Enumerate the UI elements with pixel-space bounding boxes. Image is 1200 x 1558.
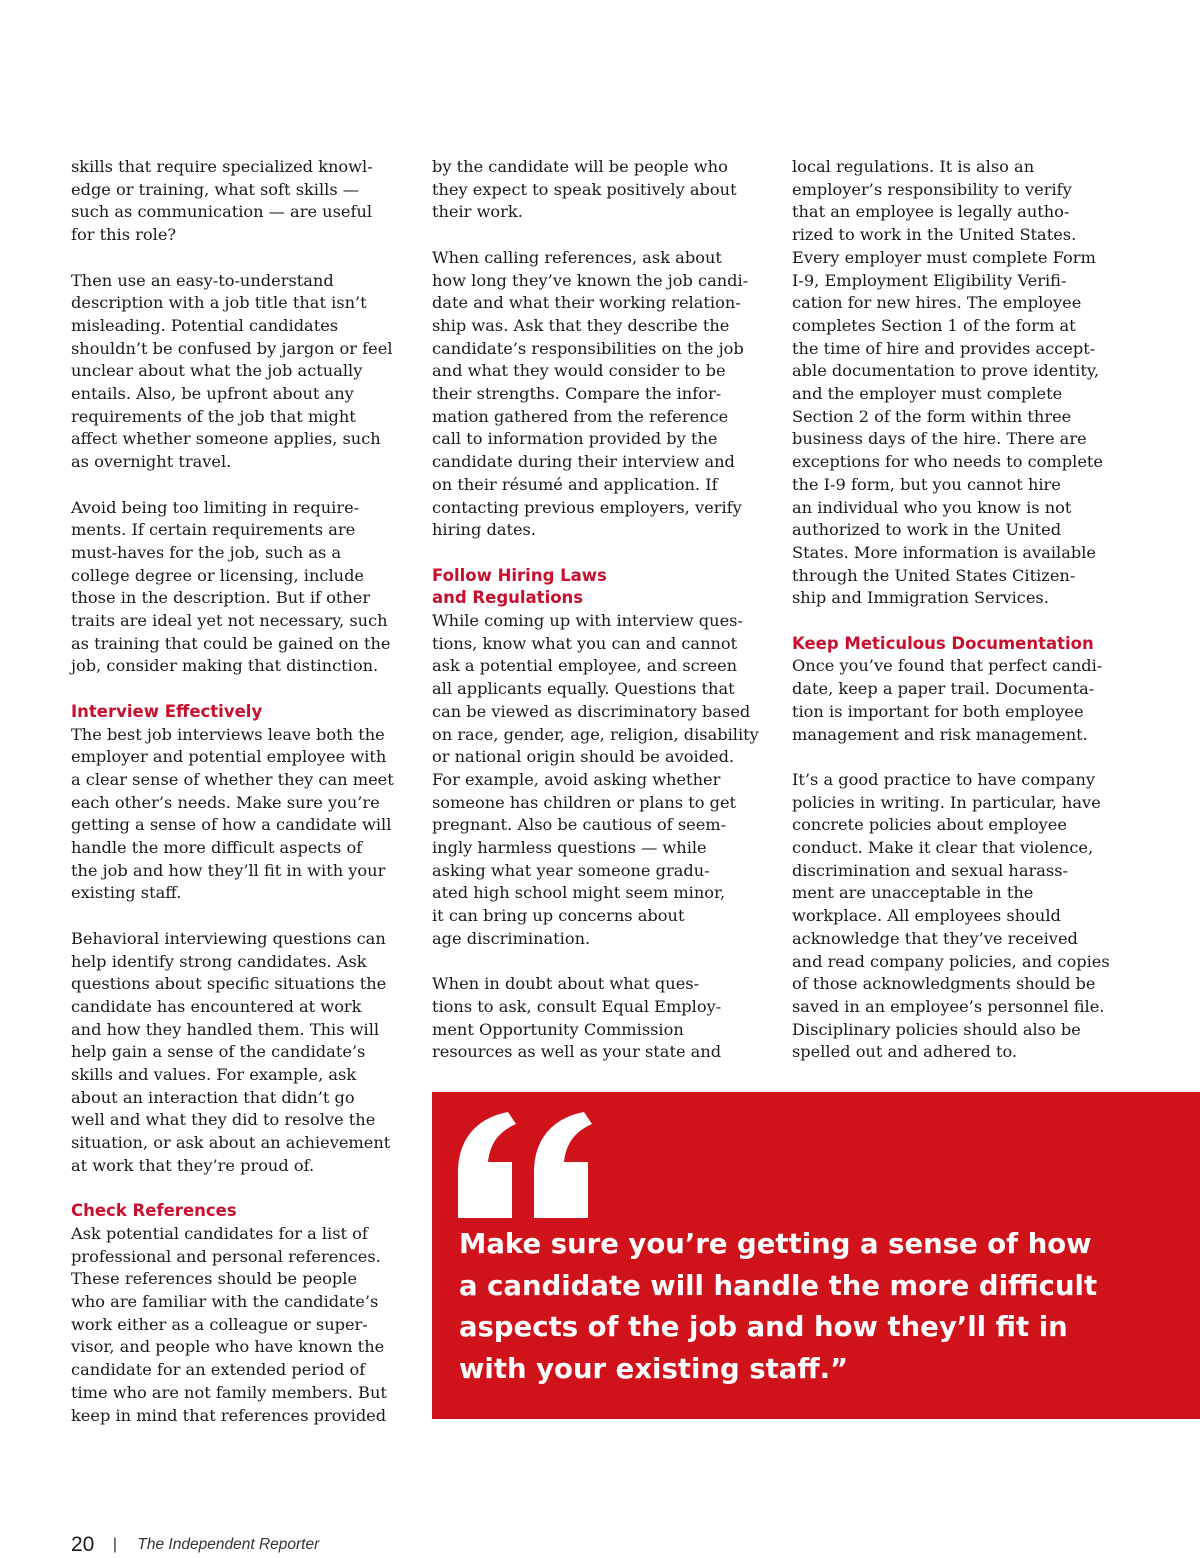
article-column-2	[432, 156, 777, 1064]
text-line: completes Section 1 of the form at	[792, 315, 1076, 335]
section-heading: Follow Hiring Laws	[432, 565, 607, 585]
text-line: well and what they did to resolve the	[71, 1110, 376, 1130]
text-line: visor, and people who have known the	[71, 1337, 385, 1357]
text-line: those in the description. But if other	[71, 588, 371, 608]
text-line: they expect to speak positively about	[432, 179, 737, 199]
text-line: conduct. Make it clear that violence,	[792, 838, 1094, 858]
text-line: help gain a sense of the candidate’s	[71, 1042, 366, 1062]
text-line: work either as a colleague or super-	[71, 1314, 368, 1334]
text-line: and what they would consider to be	[432, 361, 726, 381]
paragraph-gap	[432, 224, 777, 247]
text-line: employer and potential employee with	[71, 747, 387, 767]
pull-quote-line: Make sure you’re getting a sense of how	[459, 1228, 1092, 1260]
paragraph-gap	[792, 746, 1132, 769]
text-line: a clear sense of whether they can meet	[71, 769, 394, 789]
text-line: the I-9 form, but you cannot hire	[792, 474, 1061, 494]
text-line: When in doubt about what ques-	[432, 974, 700, 994]
publication-name: The Independent Reporter	[137, 1536, 320, 1553]
text-line: It’s a good practice to have company	[792, 769, 1096, 789]
text-line: ingly harmless questions — while	[432, 838, 707, 858]
paragraph-gap	[432, 951, 777, 974]
paragraph-gap	[71, 905, 416, 928]
text-line: ship and Immigration Services.	[792, 588, 1049, 608]
text-line: and read company policies, and copies	[792, 951, 1110, 971]
text-line: able documentation to prove identity,	[792, 361, 1100, 381]
text-line: Behavioral interviewing questions can	[71, 928, 386, 948]
paragraph-gap	[792, 610, 1132, 633]
text-line: such as communication — are useful	[71, 202, 373, 222]
pull-quote-line: with your existing staff.”	[459, 1353, 849, 1386]
text-line: The best job interviews leave both the	[71, 724, 385, 744]
text-line: their strengths. Compare the infor-	[432, 384, 722, 404]
paragraph-gap	[71, 1178, 416, 1201]
text-line: the job and how they’ll fit in with your	[71, 860, 386, 880]
text-line: Disciplinary policies should also be	[792, 1019, 1081, 1039]
text-line: hiring dates.	[432, 520, 537, 540]
page-number: 20	[71, 1533, 95, 1556]
text-line: or national origin should be avoided.	[432, 747, 735, 767]
text-line: spelled out and adhered to.	[792, 1042, 1018, 1062]
paragraph-gap	[71, 678, 416, 701]
text-line: While coming up with interview ques-	[432, 611, 743, 631]
pull-quote-text	[459, 1224, 1179, 1391]
text-line: date, keep a paper trail. Documenta-	[792, 679, 1095, 699]
paragraph-gap	[432, 542, 777, 565]
text-line: ship was. Ask that they describe the	[432, 315, 730, 335]
text-line: college degree or licensing, include	[71, 565, 365, 585]
text-line: it can bring up concerns about	[432, 906, 685, 926]
text-line: ments. If certain requirements are	[71, 520, 356, 540]
text-line: the time of hire and provides accept-	[792, 338, 1096, 358]
text-line: of those acknowledgments should be	[792, 974, 1096, 994]
text-line: candidate for an extended period of	[71, 1360, 366, 1380]
text-line: resources as well as your state and	[432, 1042, 722, 1062]
text-line: who are familiar with the candidate’s	[71, 1292, 379, 1312]
text-line: authorized to work in the United	[792, 520, 1062, 540]
text-line: traits are ideal yet not necessary, such	[71, 611, 388, 631]
text-line: as overnight travel.	[71, 452, 232, 472]
section-heading: Keep Meticulous Documentation	[792, 633, 1094, 653]
text-line: unclear about what the job actually	[71, 361, 363, 381]
text-line: all applicants equally. Questions that	[432, 679, 735, 699]
text-line: requirements of the job that might	[71, 406, 356, 426]
text-line: Section 2 of the form within three	[792, 406, 1072, 426]
text-line: candidate’s responsibilities on the job	[432, 338, 744, 358]
text-line: can be viewed as discriminatory based	[432, 701, 751, 721]
text-line: by the candidate will be people who	[432, 157, 728, 176]
text-line: employer’s responsibility to verify	[792, 179, 1072, 199]
text-line: ask a potential employee, and screen	[432, 656, 738, 676]
text-line: tion is important for both employee	[792, 701, 1084, 721]
article-column-1	[71, 156, 416, 1427]
page-footer	[71, 1533, 319, 1557]
text-line: as training that could be gained on the	[71, 633, 391, 653]
text-line: call to information provided by the	[432, 429, 718, 449]
text-line: mation gathered from the reference	[432, 406, 729, 426]
text-line: date and what their working relation-	[432, 293, 741, 313]
text-line: cation for new hires. The employee	[792, 293, 1082, 313]
pull-quote-line: aspects of the job and how they’ll fit in	[459, 1311, 1068, 1344]
text-line: entails. Also, be upfront about any	[71, 384, 354, 404]
text-line: through the United States Citizen-	[792, 565, 1076, 585]
text-line: for this role?	[71, 225, 177, 245]
text-line: must-haves for the job, such as a	[71, 542, 342, 562]
text-line: acknowledge that they’ve received	[792, 928, 1078, 948]
text-line: their work.	[432, 202, 523, 222]
text-line: keep in mind that references provided	[71, 1405, 387, 1425]
text-line: misleading. Potential candidates	[71, 315, 339, 335]
text-line: handle the more difficult aspects of	[71, 838, 363, 858]
text-line: affect whether someone applies, such	[71, 429, 381, 449]
section-heading: Interview Effectively	[71, 701, 263, 721]
text-line: ment are unacceptable in the	[792, 883, 1034, 903]
text-line: skills and values. For example, ask	[71, 1065, 357, 1085]
text-line: age discrimination.	[432, 928, 591, 948]
text-line: tions to ask, consult Equal Employ-	[432, 996, 722, 1016]
text-line: Once you’ve found that perfect candi-	[792, 656, 1103, 676]
text-line: local regulations. It is also an	[792, 157, 1035, 176]
text-line: These references should be people	[71, 1269, 358, 1289]
text-line: and how they handled them. This will	[71, 1019, 380, 1039]
text-line: States. More information is available	[792, 542, 1096, 562]
text-line: existing staff.	[71, 883, 182, 903]
text-line: exceptions for who needs to complete	[792, 452, 1103, 472]
text-line: on race, gender, age, religion, disability	[432, 724, 759, 744]
section-heading: Check References	[71, 1201, 237, 1221]
text-line: job, consider making that distinction.	[71, 656, 379, 676]
text-line: help identify strong candidates. Ask	[71, 951, 367, 971]
text-line: about an interaction that didn’t go	[71, 1087, 355, 1107]
text-line: ated high school might seem minor,	[432, 883, 726, 903]
text-line: each other’s needs. Make sure you’re	[71, 792, 380, 812]
text-line: that an employee is legally autho-	[792, 202, 1070, 222]
text-line: When calling references, ask about	[432, 247, 722, 267]
text-line: Avoid being too limiting in require-	[71, 497, 360, 517]
text-line: how long they’ve known the job candi-	[432, 270, 749, 290]
opening-quote-icon	[456, 1110, 596, 1220]
text-line: tions, know what you can and cannot	[432, 633, 738, 653]
section-heading: and Regulations	[432, 588, 584, 608]
paragraph-gap	[71, 474, 416, 497]
text-line: I-9, Employment Eligibility Verifi-	[792, 270, 1067, 290]
text-line: concrete policies about employee	[792, 815, 1067, 835]
text-line: Then use an easy-to-understand	[71, 270, 334, 290]
text-line: Ask potential candidates for a list of	[71, 1223, 368, 1243]
article-column-3	[792, 156, 1132, 1064]
text-line: professional and personal references.	[71, 1246, 381, 1266]
text-line: shouldn’t be confused by jargon or feel	[71, 338, 393, 358]
text-line: getting a sense of how a candidate will	[71, 815, 392, 835]
pull-quote-line: a candidate will handle the more difficult	[459, 1269, 1098, 1302]
text-line: someone has children or plans to get	[432, 792, 737, 812]
text-line: discrimination and sexual harass-	[792, 860, 1068, 880]
text-line: contacting previous employers, verify	[432, 497, 742, 517]
text-line: saved in an employee’s personnel file.	[792, 996, 1105, 1016]
text-line: at work that they’re proud of.	[71, 1155, 315, 1175]
text-line: policies in writing. In particular, have	[792, 792, 1101, 812]
text-line: edge or training, what soft skills —	[71, 179, 359, 199]
footer-separator: |	[112, 1536, 117, 1553]
text-line: management and risk management.	[792, 724, 1088, 744]
text-line: business days of the hire. There are	[792, 429, 1087, 449]
text-line: candidate has encountered at work	[71, 996, 362, 1016]
text-line: workplace. All employees should	[792, 906, 1061, 926]
text-line: asking what year someone gradu-	[432, 860, 710, 880]
text-line: ment Opportunity Commission	[432, 1019, 684, 1039]
text-line: description with a job title that isn’t	[71, 293, 367, 313]
text-line: on their résumé and application. If	[432, 474, 718, 494]
text-line: skills that require specialized knowl-	[71, 157, 373, 176]
paragraph-gap	[71, 247, 416, 270]
text-line: situation, or ask about an achievement	[71, 1133, 391, 1153]
text-line: time who are not family members. But	[71, 1382, 387, 1402]
text-line: an individual who you know is not	[792, 497, 1072, 517]
text-line: Every employer must complete Form	[792, 247, 1096, 267]
text-line: candidate during their interview and	[432, 452, 735, 472]
text-line: pregnant. Also be cautious of seem-	[432, 815, 727, 835]
text-line: questions about specific situations the	[71, 974, 387, 994]
text-line: and the employer must complete	[792, 384, 1063, 404]
text-line: rized to work in the United States.	[792, 225, 1077, 245]
text-line: For example, avoid asking whether	[432, 769, 721, 789]
